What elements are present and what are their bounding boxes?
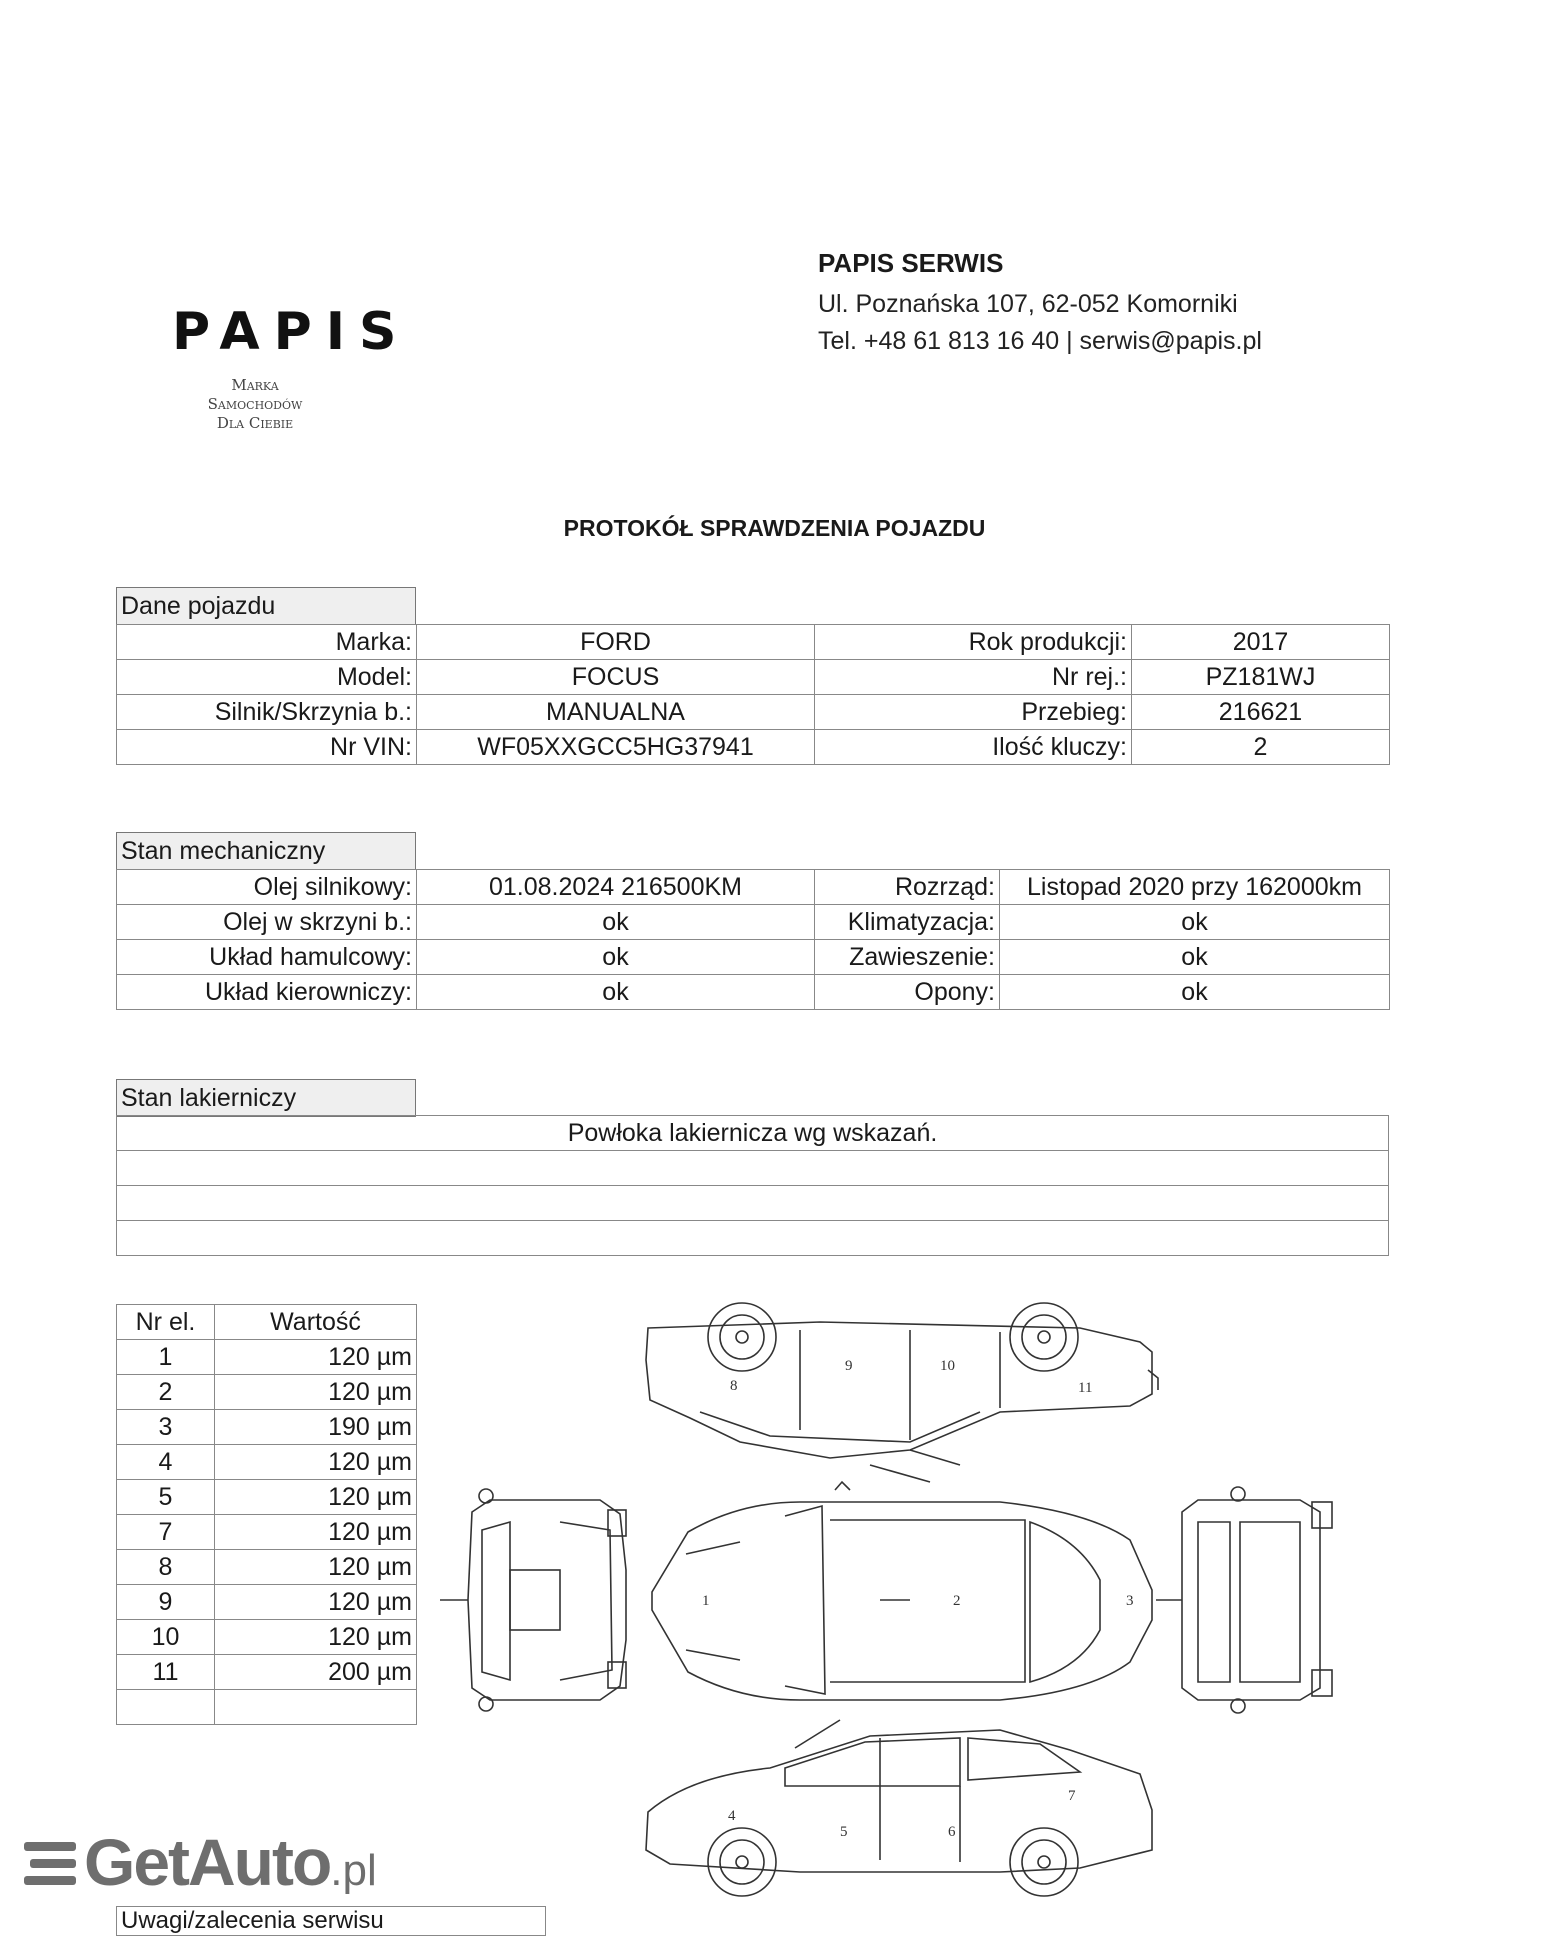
cell-nr: 1 (117, 1340, 215, 1375)
diagram-label: 10 (940, 1358, 955, 1374)
cell-value: 120 µm (215, 1515, 417, 1550)
cell-value: 120 µm (215, 1340, 417, 1375)
value-vin: WF05XXGCC5HG37941 (417, 730, 815, 765)
table-row (117, 1445, 417, 1480)
cell-nr: 11 (117, 1655, 215, 1690)
table-header-row (117, 1305, 417, 1340)
paint-table (116, 1115, 1389, 1256)
table-row (117, 1585, 417, 1620)
service-notes-header: Uwagi/zalecenia serwisu (116, 1906, 546, 1936)
label-kierownica: Układ kierowniczy: (117, 975, 417, 1010)
diagram-label: 4 (728, 1808, 736, 1824)
diagram-label: 9 (845, 1358, 853, 1374)
cell-nr: 5 (117, 1480, 215, 1515)
paint-section-header: Stan lakierniczy (116, 1079, 416, 1117)
logo-tagline: Marka Samochodów Dla Ciebie (207, 376, 303, 432)
value-zawieszenie: ok (1000, 940, 1390, 975)
table-row (117, 1410, 417, 1445)
value-olej-skrzynia: ok (417, 905, 815, 940)
value-przebieg: 216621 (1132, 695, 1390, 730)
table-row (117, 730, 1390, 765)
diagram-label: 8 (730, 1378, 738, 1394)
label-silnik: Silnik/Skrzynia b.: (117, 695, 417, 730)
company-address: Ul. Poznańska 107, 62-052 Komorniki (818, 290, 1238, 318)
label-zawieszenie: Zawieszenie: (815, 940, 1000, 975)
cell-value: 120 µm (215, 1445, 417, 1480)
cell-value: 120 µm (215, 1620, 417, 1655)
diagram-label: 7 (1068, 1788, 1076, 1804)
document-title: PROTOKÓŁ SPRAWDZENIA POJAZDU (563, 515, 986, 541)
cell-value: 120 µm (215, 1585, 417, 1620)
company-name: PAPIS SERWIS (818, 248, 1004, 278)
label-rok: Rok produkcji: (815, 625, 1132, 660)
cell-nr: 4 (117, 1445, 215, 1480)
table-row (117, 660, 1390, 695)
value-klucze: 2 (1132, 730, 1390, 765)
label-rozrzad: Rozrząd: (815, 870, 1000, 905)
label-model: Model: (117, 660, 417, 695)
value-hamulce: ok (417, 940, 815, 975)
cell-value (215, 1690, 417, 1725)
label-opony: Opony: (815, 975, 1000, 1010)
value-nr-rej: PZ181WJ (1132, 660, 1390, 695)
cell-nr: 2 (117, 1375, 215, 1410)
value-olej-silnikowy: 01.08.2024 216500KM (417, 870, 815, 905)
value-klimatyzacja: ok (1000, 905, 1390, 940)
col-header-nr: Nr el. (117, 1305, 215, 1340)
car-damage-diagram (440, 1290, 1360, 1910)
table-row (117, 1221, 1389, 1256)
label-hamulce: Układ hamulcowy: (117, 940, 417, 975)
cell-nr: 3 (117, 1410, 215, 1445)
value-opony: ok (1000, 975, 1390, 1010)
table-row (117, 1550, 417, 1585)
paint-line (117, 1221, 1389, 1256)
mechanical-table (116, 869, 1390, 1010)
cell-value: 120 µm (215, 1375, 417, 1410)
label-przebieg: Przebieg: (815, 695, 1132, 730)
cell-nr: 7 (117, 1515, 215, 1550)
cell-nr: 9 (117, 1585, 215, 1620)
diagram-label: 2 (953, 1593, 961, 1609)
value-model: FOCUS (417, 660, 815, 695)
value-rozrzad: Listopad 2020 przy 162000km (1000, 870, 1390, 905)
value-marka: FORD (417, 625, 815, 660)
car-rear-view (1156, 1487, 1332, 1713)
label-klimatyzacja: Klimatyzacja: (815, 905, 1000, 940)
label-olej-silnikowy: Olej silnikowy: (117, 870, 417, 905)
table-row (117, 1655, 417, 1690)
watermark-lines-icon (24, 1842, 76, 1893)
diagram-label: 11 (1078, 1380, 1093, 1396)
cell-nr: 10 (117, 1620, 215, 1655)
label-olej-skrzynia: Olej w skrzyni b.: (117, 905, 417, 940)
paint-line: Powłoka lakiernicza wg wskazań. (117, 1116, 1389, 1151)
table-row (117, 905, 1390, 940)
value-kierownica: ok (417, 975, 815, 1010)
table-row (117, 1375, 417, 1410)
label-marka: Marka: (117, 625, 417, 660)
table-row (117, 940, 1390, 975)
value-silnik: MANUALNA (417, 695, 815, 730)
table-row (117, 625, 1390, 660)
papis-logo: PAPIS (172, 302, 411, 362)
label-nr-rej: Nr rej.: (815, 660, 1132, 695)
diagram-label: 1 (702, 1593, 710, 1609)
table-row (117, 1690, 417, 1725)
paint-line (117, 1186, 1389, 1221)
watermark-suffix: .pl (330, 1846, 377, 1895)
cell-value: 120 µm (215, 1480, 417, 1515)
table-row (117, 1515, 417, 1550)
paint-line (117, 1151, 1389, 1186)
cell-nr: 8 (117, 1550, 215, 1585)
car-side-view (646, 1720, 1152, 1896)
cell-nr (117, 1690, 215, 1725)
table-row (117, 1116, 1389, 1151)
watermark-text: GetAuto (84, 1825, 331, 1899)
table-row (117, 1620, 417, 1655)
mechanical-section-header: Stan mechaniczny (116, 832, 416, 870)
company-contact: Tel. +48 61 813 16 40 | serwis@papis.pl (818, 327, 1262, 355)
diagram-label: 6 (948, 1824, 956, 1840)
diagram-label: 5 (840, 1824, 848, 1840)
car-plan-view (652, 1482, 1152, 1700)
cell-value: 190 µm (215, 1410, 417, 1445)
col-header-value: Wartość (215, 1305, 417, 1340)
table-row (117, 1151, 1389, 1186)
vehicle-section-header: Dane pojazdu (116, 587, 416, 625)
table-row (117, 1340, 417, 1375)
vehicle-table (116, 624, 1390, 765)
table-row (117, 870, 1390, 905)
measurements-table (116, 1304, 417, 1725)
table-row (117, 1480, 417, 1515)
table-row (117, 1186, 1389, 1221)
cell-value: 200 µm (215, 1655, 417, 1690)
diagram-label: 3 (1126, 1593, 1134, 1609)
label-klucze: Ilość kluczy: (815, 730, 1132, 765)
value-rok: 2017 (1132, 625, 1390, 660)
label-vin: Nr VIN: (117, 730, 417, 765)
table-row (117, 695, 1390, 730)
table-row (117, 975, 1390, 1010)
car-front-view (440, 1489, 626, 1711)
cell-value: 120 µm (215, 1550, 417, 1585)
